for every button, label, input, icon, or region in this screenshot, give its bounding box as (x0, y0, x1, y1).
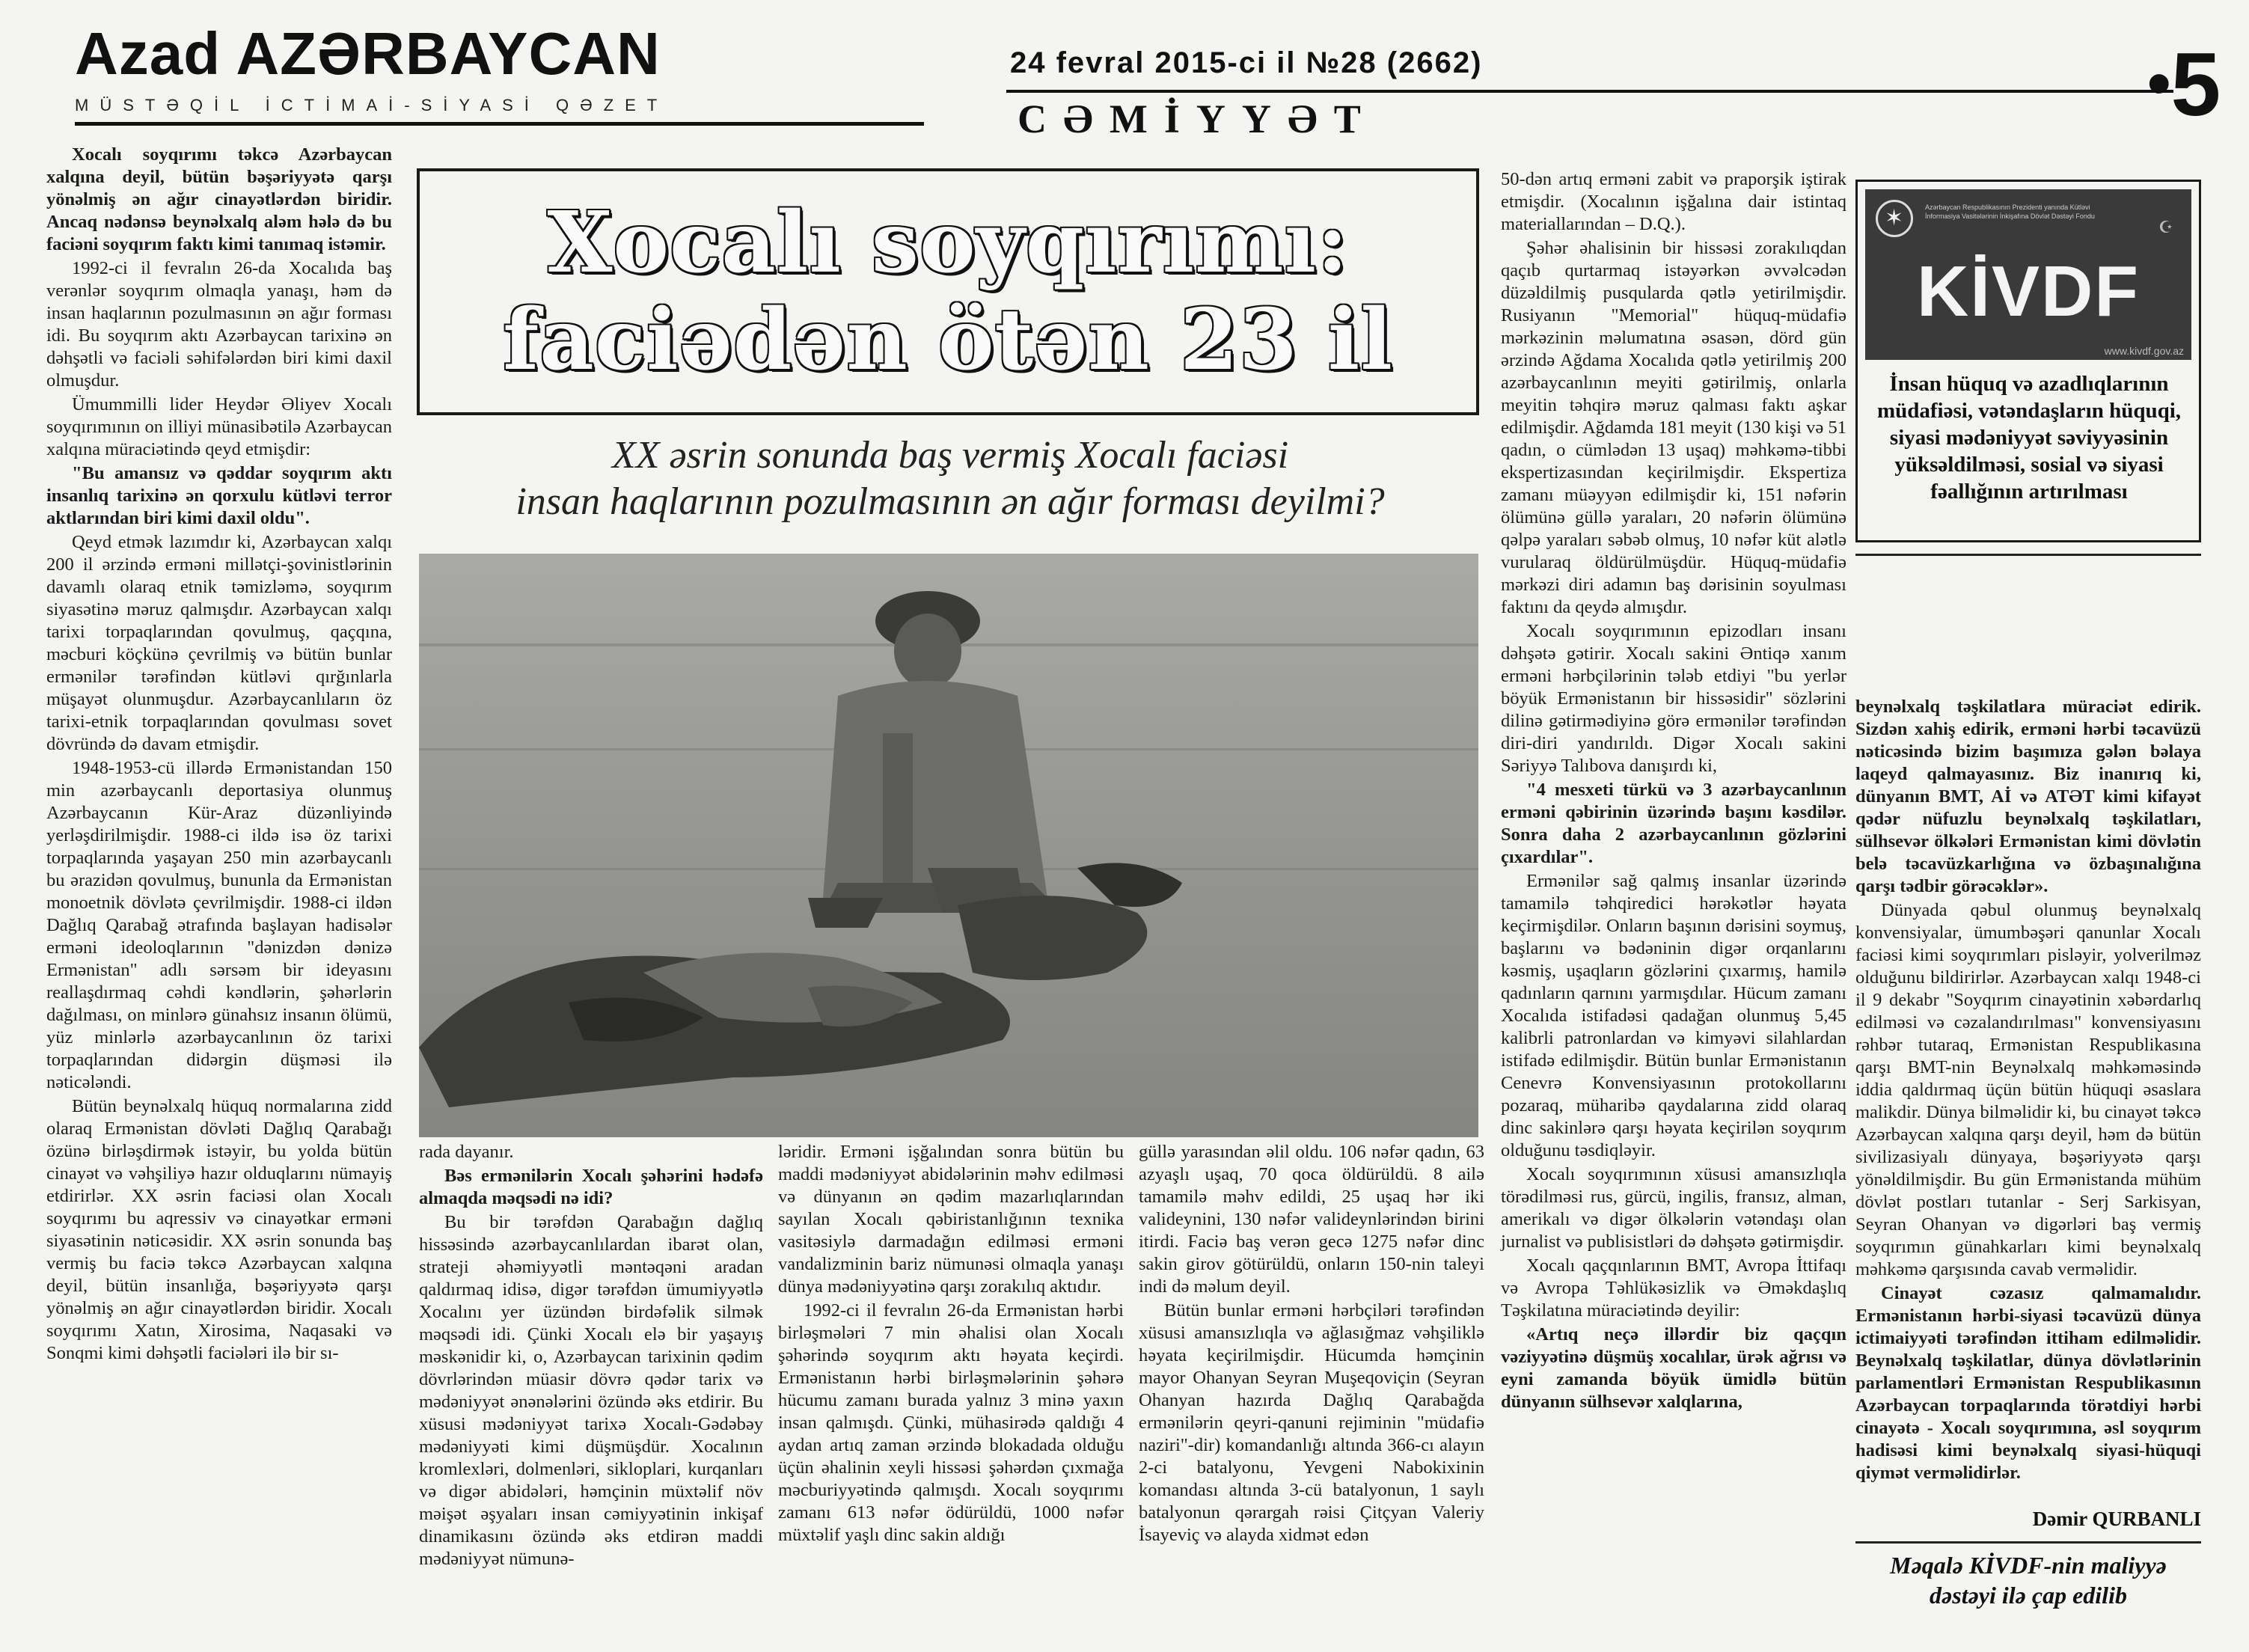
article-column-2 (419, 1141, 763, 1572)
kivdf-url: www.kivdf.gov.az (2104, 345, 2184, 357)
issue-date: 24 fevral 2015-ci il №28 (2662) (1010, 46, 1483, 79)
state-emblem-icon (1876, 200, 1913, 237)
article-paragraph: Qeyd etmək lazımdır ki, Azərbaycan xalqı 200 il ərzində erməni millətçi-şovinistlərinin davamlı olaraq etnik təmizləmə, soyqırım siyasətinə məruz qalmışdır. Azərbaycan xalqı tarixi torpaqlarından qovulmuş, qaçqına, məcburi köçkünə çevrilmiş və bütün bunlar ermənilər tərəfindən kütləvi qırğınlarla müşayət olunmuşdur. Azərbaycanlıların öz tarixi-etnik torpaqlarından qovulması sovet dövründə də davam etmişdir. (46, 532, 392, 754)
crescent-star-icon: ☪ (2158, 218, 2173, 236)
sponsor-divider (1855, 554, 2201, 556)
page-number (2147, 33, 2221, 136)
article-paragraph: Xocalı soyqırımının epizodları insanı dəhşətə gətirir. Xocalı sakini Əntiqə xanım erməni hərbçilərinin tələb etdiyi "bu yerlər böyük Ermənistanın bir hissəsidir" sözlərini dilinə gətirmədiyinə görə ermənilər tərəfindən diri-diri yandırıldı. Digər Xocalı sakini Səriyyə Talıbova danışırdı ki, (1501, 621, 1846, 776)
article-paragraph: Bütün bunlar erməni hərbçiləri tərəfindən xüsusi amansızlıqla və ağlasığmaz vəhşiliklə həyata keçirilmişdir. Hücumda həmçinin mayor Ohanyan Seyran Muşeqoviçin (Seyran Ohanyan hazırda Dağlıq Qarabağda ermənilərin qeyri-qanuni rejiminin "müdafiə naziri"-dir) komandanlığı altında 366-cı alayın 2-ci batalyonu, Yevgeni Nabokixinin komandası altında 3-cü batalyonun, 1 saylı batalyonun qərargah rəisi Çitçyan Valeriy İsayeviç və alayda xidmət edən (1139, 1300, 1484, 1545)
masthead-rule-right (1006, 90, 2173, 93)
article-paragraph: «Artıq neçə illərdir biz qaçqın vəziyyətinə düşmüş xocalılar, ürək ağrısı və eyni zamanda böyük ümidlə bütün dünyanın sülhsevər xalqlarına, (1501, 1324, 1846, 1412)
article-paragraph: Ermənilər sağ qalmış insanlar üzərində tamamilə təhqiredici hərəkətlər həyata keçirmişdilər. Onların başının dərisini soymuş, başlarını və bədəninin digər orqanlarını kəsmiş, uşaqların gözlərini çıxarmış, hamilə qadınların qarnını yarmışdılar. Hücum zamanı Xocalıda istifadəsi qadağan olunmuş 5,45 kalibrli patronlardan və kimyəvi silahlardan istifadə edilmişdir. Bütün bunlar Ermənistanın Cenevrə Konvensiyasının protokollarını pozaraq, müharibə qaydalarına zidd olaraq dinc sakinlərə qarşı həyata keçirilən soyqırım olduğunu təsdiqləyir. (1501, 871, 1846, 1160)
article-column-4 (1139, 1141, 1484, 1548)
article-paragraph: Bütün beynəlxalq hüquq normalarına zidd olaraq Ermənistan dövləti Dağlıq Qarabağı özünə birləşdirmək istəyir, bu yolda bütün cinayət və vəhşiliyə hazır olduqlarını nümayiş etdirirlər. XX əsrin faciəsi olan Xocalı soyqırımı bu aqressiv və cinayətkar erməni siyasətinin nəticəsidir. XX əsrin sonunda baş vermiş bu faciə təkcə Azərbaycan xalqına deyil, bütün insanlığa, bəşəriyyətə qarşı yönəlmiş ən ağır cinayətlərdən biridir. Xocalı soyqırımı Xatın, Xirosima, Naqasaki və Sonqmi kimi dəhşətli faciələri ilə bir sı- (46, 1096, 392, 1363)
article-paragraph: Ümummilli lider Heydər Əliyev Xocalı soyqırımının on illiyi münasibətilə Azərbaycan xalqına müraciətində qeyd etmişdir: (46, 394, 392, 459)
fund-name: Azərbaycan Respublikasının Prezidenti yanında Kütləvi İnformasiya Vasitələrinin İnkişafına Dövlət Dəstəyi Fondu (1925, 204, 2095, 220)
headline-line-2: faciədən ötən 23 il (503, 291, 1393, 389)
headline-box (417, 168, 1479, 415)
article-paragraph: ləridir. Erməni işğalından sonra bütün bu maddi mədəniyyət abidələrinin məhv edilməsi və dünyanın ən qədim mazarlıqlarından sayılan Xocalı qəbiristanlığının texnika vasitəsiylə darmadağın edilməsi erməni vandalizminin bariz nümunəsi olmaqla yanaşı dünya mədəniyyətinə qarşı zorakılıq aktıdır. (778, 1142, 1124, 1297)
article-paragraph: 1992-ci il fevralın 26-da Ermənistan hərbi birləşmələri 7 min əhalisi olan Xocalı şəhərində soyqırım aktı həyata keçirdi. Ermənistanın hərbi birləşmələrinin şəhərə hücumu zamanı burada yalnız 3 minə yaxın insan qalmışdı. Çünki, mühasirədə qaldığı 4 aydan artıq zaman ərzində blokadada olduğu üçün əhalinin xeyli hissəsi şəhərdən çıxmağa məcburiyyətində qalmışdı. Xocalı soyqırımı zamanı 613 nəfər ödürüldü, 1000 nəfər müxtəlif yaşlı dinc sakin aldığı (778, 1300, 1124, 1545)
article-column-1 (46, 144, 392, 1366)
subheadline (419, 432, 1481, 525)
article-paragraph: 1948-1953-cü illərdə Ermənistandan 150 min azərbaycanlı deportasiya olunmuş Azərbaycanın Kür-Araz düzənliyində yerləşdirilmişdir. 1988-ci ildə isə öz tarixi torpaqlarında yaşayan 250 min azərbaycanlı bu ərazidən qovulmuş, bununla da Ermənistan monoetnik dövlətə çevrilmişdir. 1988-ci ildən Dağlıq Qarabağ ətrafında başlayan hadisələr erməni ideoloqlarının "dənizdən dənizə Ermənistan" adlı sərsəm bir ideyasını reallaşdırmaq cəhdi kəndlərin, şəhərlərin dağılması, on minlərə günahsız insanın ölümü, yüz minlərlə azərbaycanlının öz tarixi torpaqlarından didərgin düşməsi ilə nəticələndi. (46, 758, 392, 1092)
article-column-5 (1501, 168, 1846, 1415)
sponsor-tagline: İnsan hüquq və azadlıqlarının müdafiəsi, vətəndaşların hüquqi, siyasi mədəniyyət səviyyəsinin yüksəldilməsi, sosial və siyasi fəallığının artırılması (1876, 372, 2182, 504)
page-number-dot: • (2147, 46, 2171, 121)
footnote-divider (1855, 1541, 2201, 1544)
photo-illustration (419, 554, 1478, 1137)
newspaper-subtitle: MÜSTƏQİL İCTİMAİ-SİYASİ QƏZET (75, 96, 669, 114)
kivdf-logo (1865, 189, 2191, 360)
article-paragraph: beynəlxalq təşkilatlara müraciət edirik. Sizdən xahiş edirik, erməni hərbi təcavüzü nəticəsində bizim başımıza gələn bəlaya laqeyd qalmayasınız. Biz inanırıq ki, dünyanın BMT, Aİ və ATƏT kimi kifayət qədər nüfuzlu beynəlxalq təşkilatları, sülhsevər ölkələri Ermənistan kimi dövlətin belə təcavüzkarlığına və özbaşınalığına qarşı tədbir görəcəklər». (1855, 697, 2201, 896)
article-paragraph: 50-dən artıq erməni zabit və praporşik iştirak etmişdir. (Xocalının işğalına dair istintaq materiallarından – D.Q.). (1501, 169, 1846, 234)
article-paragraph: Bu bir tərəfdən Qarabağın dağlıq hissəsində azərbaycanlılardan ibarət olan, strateji əhəmiyyətli məntəqəni aradan qaldırmaq idisə, digər tərəfdən ümumiyyətlə Xocalını yer üzündən birdəfəlik silmək məqsədi idi. Çünki Xocalı elə bir yaşayış məskənidir ki, o, Azərbaycan tarixinin qədim dövrlərindən müasir dövrə qədər tarix və mədəniyyət ənənələrini özündə əks etdirir. Bu xüsusi mədəniyyət tarixə Xocalı-Gədəbəy mədəniyyəti kimi düşmüşdür. Xocalının kromlexləri, dolmenləri, sikloplari, kurqanları və digər abidələri, həmçinin müxtəlif növ məişət əşyaları insan cəmiyyətinin inkişaf dinamikasını özündə əks etdirən maddi mədəniyyət nümunə- (419, 1212, 763, 1569)
article-paragraph: Bəs ermənilərin Xocalı şəhərini hədəfə almaqda məqsədi nə idi? (419, 1166, 763, 1208)
kivdf-logo-text: KİVDF (1917, 251, 2140, 331)
article-paragraph: güllə yarasından əlil oldu. 106 nəfər qadın, 63 azyaşlı uşaq, 70 qoca öldürüldü. 8 ailə tamamilə məhv edildi, 25 uşaq hər iki valideynini, 130 nəfər valideynlərindən birini itirdi. Faciə baş verən gecə 1275 nəfər dinc sakin girov götürüldü, onların 150-nin taleyi indi də məlum deyil. (1139, 1142, 1484, 1297)
article-column-3 (778, 1141, 1124, 1548)
article-paragraph: Xocalı qaçqınlarının BMT, Avropa İttifaqı və Avropa Təhlükəsizlik və Əməkdaşlıq Təşkilatına müraciətində deyilir: (1501, 1255, 1846, 1321)
article-photo (419, 554, 1478, 1137)
article-column-6 (1855, 696, 2201, 1486)
masthead-rule-left (75, 122, 924, 126)
article-paragraph: 1992-ci il fevralın 26-da Xocalıda baş verənlər soyqırım olmaqla yanaşı, həm də insan haqlarının pozulmasının ən ağır forması idi. Bu soyqırım aktı Azərbaycan tarixinə ən dəhşətli və faciəli səhifələrdən biri kimi daxil olmuşdur. (46, 258, 392, 391)
sponsor-footnote: Məqalə KİVDF-nin maliyyə dəstəyi ilə çap edilib (1890, 1552, 2167, 1609)
article-paragraph: Dünyada qəbul olunmuş beynəlxalq konvensiyalar, ümumbəşəri qanunlar Xocalı faciəsi kimi soyqırımları pisləyir, yolverilməz olduğunu bildirirlər. Azərbaycan xalqı 1948-ci il 9 dekabr "Soyqırım cinayətinin xəbərdarlıq edilməsi və cəzalandırılması" konvensiyasını rəhbər tutaraq, Ermənistan Respublikasına qarşı BMT-nin Beynəlxalq məhkəməsində iddia qaldırmaq üçün bütün hüquqi əsaslara malikdir. Dünya bilməlidir ki, bu cinayət təkcə Azərbaycan xalqına qarşı deyil, həm də bütün sivilizasiyalı dünyaya, bəşəriyyətə qarşı yönəldilmişdir. Bu gün Ermənistanda mühüm dövlət postları tutanlar - Serj Sarkisyan, Seyran Ohanyan və digərləri baş vermiş soyqırımın günahkarları kimi beynəlxalq məhkəmə qarşısında cavab verməlidir. (1855, 900, 2201, 1279)
article-paragraph: "4 mesxeti türkü və 3 azərbaycanlının erməni qəbirinin üzərində başını kəsdilər. Sonra daha 2 azərbaycanlının gözlərini çıxardılar". (1501, 780, 1846, 867)
subheadline-line-1: XX əsrin sonunda baş vermiş Xocalı faciəsi (611, 434, 1289, 477)
newspaper-title: Azad AZƏRBAYCAN (75, 20, 661, 87)
sponsor-box (1855, 180, 2201, 542)
masthead (75, 15, 2230, 141)
page-number-value: 5 (2170, 34, 2221, 135)
article-paragraph: "Bu amansız və qəddar soyqırım aktı insanlıq tarixinə ən qorxulu kütləvi terror aktlarından biri kimi daxil oldu". (46, 463, 392, 528)
author-byline: Dəmir QURBANLI (2032, 1508, 2201, 1530)
article-paragraph: Şəhər əhalisinin bir hissəsi zorakılıqdan qaçıb qurtarmaq istəyərkən əvvəlcədən düzəldilmiş pusqularda qətlə yetirilmişdir. Rusiyanın "Memorial" hüquq-müdafiə mərkəzinin məlumatına əsasən, dörd gün ərzində Ağdama Xocalıda qətlə yetirilmiş 200 azərbaycanlının meyiti gətirilmiş, onlarla meyitin təhqirə məruz qalması faktı aşkar edilmişdir. Ağdamda 181 meyit (130 kişi və 51 qadın, o cümlədən 13 uşaq) məhkəmə-tibbi ekspertizasından keçirilmişdir. Ekspertiza zamanı müəyyən edilmişdir ki, 151 nəfərin ölümünə güllə yaraları, 20 nəfərin ölümünə qəlpə yaraları səbəb olmuş, 10 nəfər küt alətlə vurularaq öldürülmüşdür. Hüquq-müdafiə mərkəzi diri adamın baş dərisinin soyulması faktını da qeydə almışdır. (1501, 238, 1846, 617)
section-title: CƏMİYYƏT (1018, 97, 1377, 141)
subheadline-line-2: insan haqlarının pozulmasının ən ağır forması deyilmi? (515, 480, 1385, 523)
article-paragraph: Cinayət cəzasız qalmamalıdır. Ermənistanın hərbi-siyasi təcavüzü dünya ictimaiyyəti tərəfindən ittiham edilməlidir. Beynəlxalq təşkilatlar, dünya dövlətlərinin parlamentləri Ermənistan Respublikasının Azərbaycan torpaqlarında törətdiyi hərbi cinayətə - Xocalı soyqırımına, əsl soyqırım hadisəsi kimi beynəlxalq siyasi-hüquqi qiymət verməlidirlər. (1855, 1283, 2201, 1483)
headline-line-1: Xocalı soyqırımı: (547, 194, 1349, 292)
article-paragraph: Xocalı soyqırımı təkcə Azərbaycan xalqına deyil, bütün bəşəriyyətə qarşı yönəlmiş ən ağır cinayətlərdən biridir. Ancaq nədənsə beynəlxalq aləm hələ də bu faciəni soyqırım faktı kimi tanımaq istəmir. (46, 144, 392, 254)
article-paragraph: rada dayanır. (419, 1142, 514, 1162)
article-paragraph: Xocalı soyqırımının xüsusi amansızlıqla törədilməsi rus, gürcü, ingilis, fransız, alman, amerikalı və digər ölkələrin vətəndaşı olan jurnalist və publisistləri də dəhşətə gətirmişdir. (1501, 1164, 1846, 1252)
